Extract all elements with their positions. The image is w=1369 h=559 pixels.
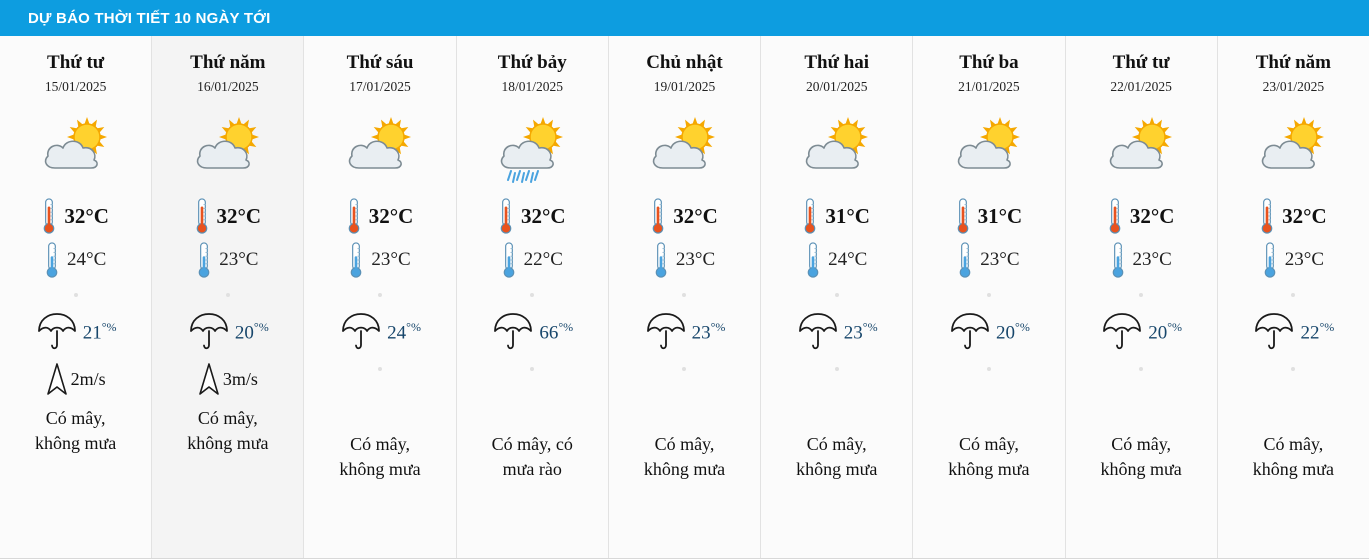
- thermometer-hot-icon: [42, 197, 56, 235]
- rain-probability-unit: °%: [253, 319, 269, 334]
- sun-behind-cloud-icon: [946, 113, 1032, 185]
- wind-row-empty: [1218, 382, 1369, 428]
- day-description: [609, 432, 760, 482]
- day-date: 15/01/2025: [44, 79, 107, 94]
- high-temperature-value: 32°C: [64, 203, 109, 228]
- weather-condition-icon: [152, 106, 303, 192]
- thermometer-cold-icon: [197, 241, 211, 279]
- forecast-days-strip: [0, 36, 1369, 559]
- umbrella-icon: [1252, 311, 1296, 353]
- day-description-line: không mưa: [796, 459, 878, 479]
- day-description-line: không mưa: [948, 459, 1030, 479]
- separator-dot: [609, 356, 760, 382]
- thermometer-cold-icon: [1111, 241, 1125, 279]
- low-temperature-value: 23°C: [1284, 249, 1324, 270]
- thermometer-cold-icon: [45, 241, 59, 279]
- day-name: Thứ năm: [1255, 52, 1331, 73]
- day-description-line: không mưa: [187, 433, 269, 453]
- day-name: Thứ năm: [190, 52, 266, 73]
- weather-condition-icon: [913, 106, 1064, 192]
- wind-arrow-icon: [46, 361, 68, 397]
- day-description-line: không mưa: [643, 459, 726, 479]
- separator-dot: [913, 282, 1064, 308]
- day-date: 22/01/2025: [1110, 79, 1172, 94]
- separator-dot: [304, 356, 455, 382]
- rain-probability-unit: °%: [558, 319, 574, 334]
- thermometer-hot-icon: [651, 197, 665, 235]
- wind-row-empty: [1066, 382, 1217, 428]
- rain-probability-row: [609, 308, 760, 356]
- rain-probability-value: 23°%: [843, 319, 878, 344]
- thermometer-hot-icon: [499, 197, 513, 235]
- separator-dot: [0, 282, 151, 308]
- separator-dot: [304, 282, 455, 308]
- day-description: [304, 432, 455, 482]
- day-date: 20/01/2025: [805, 79, 868, 94]
- separator-dot: [457, 356, 608, 382]
- forecast-day-column[interactable]: [761, 36, 913, 558]
- day-description-line: Có mây,: [806, 434, 867, 454]
- widget-header: [0, 0, 1369, 36]
- day-name: Thứ bảy: [497, 52, 567, 73]
- wind-row-empty: [913, 382, 1064, 428]
- weather-condition-icon: [304, 106, 455, 192]
- sun-behind-cloud-icon: [185, 113, 271, 185]
- day-name: Chủ nhật: [646, 52, 723, 73]
- separator-dot: [1066, 356, 1217, 382]
- separator-dot: [1066, 282, 1217, 308]
- thermometer-hot-icon: [803, 197, 817, 235]
- wind-speed-value: 2m/s: [70, 368, 106, 389]
- weather-condition-icon: [1218, 106, 1369, 192]
- umbrella-icon: [187, 311, 231, 353]
- rain-probability-value: 21°%: [82, 319, 117, 344]
- forecast-day-column[interactable]: [609, 36, 761, 558]
- wind-row-empty: [761, 382, 912, 428]
- low-temperature-row: [609, 238, 760, 282]
- sun-behind-rain-cloud-icon: [489, 113, 575, 185]
- day-description: [913, 432, 1064, 482]
- rain-probability-row: [1218, 308, 1369, 356]
- thermometer-cold-icon: [1263, 241, 1277, 279]
- low-temperature-row: [1066, 238, 1217, 282]
- weather-condition-icon: [0, 106, 151, 192]
- umbrella-icon: [644, 311, 688, 353]
- high-temperature-value: 32°C: [520, 203, 566, 228]
- separator-dot: [913, 356, 1064, 382]
- day-name: Thứ hai: [804, 52, 870, 73]
- day-description-line: không mưa: [339, 459, 421, 479]
- thermometer-cold-icon: [349, 241, 363, 279]
- low-temperature-row: [913, 238, 1064, 282]
- day-description-line: Có mây,: [350, 434, 410, 454]
- sun-behind-cloud-icon: [1250, 113, 1336, 185]
- day-description-line: Có mây,: [45, 408, 106, 428]
- wind-row-empty: [304, 382, 455, 428]
- day-description-line: Có mây,: [959, 434, 1019, 454]
- rain-probability-unit: °%: [862, 319, 878, 334]
- thermometer-hot-icon: [195, 197, 209, 235]
- high-temperature-row: [1066, 194, 1217, 238]
- umbrella-icon: [339, 311, 383, 353]
- day-name: Thứ tư: [1112, 52, 1170, 73]
- high-temperature-row: [304, 194, 455, 238]
- thermometer-hot-icon: [956, 197, 970, 235]
- day-description-line: không mưa: [1252, 459, 1334, 479]
- rain-probability-row: [304, 308, 455, 356]
- rain-probability-unit: °%: [406, 319, 421, 334]
- thermometer-cold-icon: [958, 241, 972, 279]
- low-temperature-row: [152, 238, 303, 282]
- thermometer-cold-icon: [806, 241, 820, 279]
- rain-probability-unit: °%: [710, 319, 726, 334]
- day-description-line: Có mây,: [197, 408, 258, 428]
- rain-probability-value: 20°%: [1148, 319, 1183, 344]
- rain-probability-row: [1066, 308, 1217, 356]
- rain-probability-row: [761, 308, 912, 356]
- rain-probability-unit: °%: [1167, 319, 1183, 334]
- low-temperature-value: 22°C: [523, 249, 563, 270]
- high-temperature-row: [457, 194, 608, 238]
- rain-probability-row: [0, 308, 151, 356]
- rain-probability-row: [457, 308, 608, 356]
- umbrella-icon: [1100, 311, 1144, 353]
- separator-dot: [1218, 282, 1369, 308]
- high-temperature-row: [0, 194, 151, 238]
- forecast-day-column[interactable]: [1218, 36, 1369, 558]
- day-date: 16/01/2025: [197, 79, 259, 94]
- forecast-day-column[interactable]: [152, 36, 304, 558]
- sun-behind-cloud-icon: [794, 113, 880, 185]
- weather-condition-icon: [609, 106, 760, 192]
- low-temperature-value: 24°C: [828, 249, 868, 270]
- forecast-day-column[interactable]: [0, 36, 152, 558]
- day-description: [457, 432, 608, 482]
- rain-probability-value: 66°%: [539, 319, 574, 344]
- day-description-line: Có mây,: [654, 434, 715, 454]
- high-temperature-row: [1218, 194, 1369, 238]
- day-date: 23/01/2025: [1262, 79, 1325, 94]
- low-temperature-row: [304, 238, 455, 282]
- wind-row-empty: [457, 382, 608, 428]
- separator-dot: [152, 282, 303, 308]
- high-temperature-value: 32°C: [216, 203, 262, 228]
- separator-dot: [761, 282, 912, 308]
- day-description: [0, 406, 151, 456]
- rain-probability-unit: °%: [101, 319, 117, 334]
- umbrella-icon: [796, 311, 840, 353]
- rain-probability-value: 20°%: [234, 319, 269, 344]
- wind-row: [0, 356, 151, 402]
- day-date: 17/01/2025: [349, 79, 411, 94]
- low-temperature-value: 23°C: [980, 249, 1020, 270]
- rain-probability-value: 22°%: [1300, 319, 1335, 344]
- high-temperature-value: 32°C: [1129, 203, 1175, 228]
- separator-dot: [761, 356, 912, 382]
- sun-behind-cloud-icon: [337, 113, 423, 185]
- day-description: [152, 406, 303, 456]
- thermometer-cold-icon: [654, 241, 668, 279]
- high-temperature-row: [152, 194, 303, 238]
- forecast-day-column[interactable]: [457, 36, 609, 558]
- separator-dot: [1218, 356, 1369, 382]
- weather-condition-icon: [457, 106, 608, 192]
- day-description-line: Có mây,: [1263, 434, 1324, 454]
- day-description-line: mưa rào: [502, 459, 562, 479]
- rain-probability-value: 20°%: [996, 319, 1030, 344]
- wind-row-empty: [609, 382, 760, 428]
- low-temperature-value: 23°C: [1132, 249, 1172, 270]
- forecast-day-column[interactable]: [304, 36, 456, 558]
- day-description: [1066, 432, 1217, 482]
- wind-speed-value: 3m/s: [222, 368, 258, 389]
- umbrella-icon: [35, 311, 79, 353]
- day-description-line: Có mây, có: [491, 434, 573, 454]
- forecast-day-column[interactable]: [913, 36, 1065, 558]
- high-temperature-value: 32°C: [368, 203, 414, 228]
- wind-row: [152, 356, 303, 402]
- day-name: Thứ sáu: [346, 52, 414, 73]
- rain-probability-row: [152, 308, 303, 356]
- rain-probability-row: [913, 308, 1064, 356]
- low-temperature-value: 23°C: [219, 249, 259, 270]
- low-temperature-value: 23°C: [371, 249, 411, 270]
- rain-probability-value: 23°%: [691, 319, 726, 344]
- high-temperature-value: 31°C: [977, 203, 1023, 228]
- day-name: Thứ ba: [959, 52, 1019, 73]
- high-temperature-value: 32°C: [673, 203, 718, 228]
- low-temperature-value: 23°C: [675, 249, 716, 270]
- thermometer-hot-icon: [1108, 197, 1122, 235]
- low-temperature-row: [0, 238, 151, 282]
- high-temperature-row: [609, 194, 760, 238]
- separator-dot: [609, 282, 760, 308]
- sun-behind-cloud-icon: [1098, 113, 1184, 185]
- day-date: 21/01/2025: [958, 79, 1020, 94]
- day-description: [1218, 432, 1369, 482]
- day-description-line: không mưa: [1100, 459, 1182, 479]
- low-temperature-row: [761, 238, 912, 282]
- separator-dot: [457, 282, 608, 308]
- forecast-day-column[interactable]: [1066, 36, 1218, 558]
- low-temperature-row: [457, 238, 608, 282]
- high-temperature-row: [761, 194, 912, 238]
- low-temperature-row: [1218, 238, 1369, 282]
- umbrella-icon: [948, 311, 992, 353]
- day-date: 19/01/2025: [653, 79, 716, 94]
- day-description-line: không mưa: [34, 433, 117, 453]
- low-temperature-value: 24°C: [66, 249, 107, 270]
- umbrella-icon: [491, 311, 535, 353]
- day-date: 18/01/2025: [501, 79, 564, 94]
- rain-probability-unit: °%: [1015, 319, 1030, 334]
- rain-probability-value: 24°%: [387, 319, 421, 344]
- high-temperature-value: 31°C: [825, 203, 870, 228]
- thermometer-hot-icon: [1260, 197, 1274, 235]
- rain-probability-unit: °%: [1319, 319, 1335, 334]
- high-temperature-value: 32°C: [1282, 203, 1327, 228]
- thermometer-cold-icon: [502, 241, 516, 279]
- sun-behind-cloud-icon: [641, 113, 727, 185]
- high-temperature-row: [913, 194, 1064, 238]
- sun-behind-cloud-icon: [33, 113, 119, 185]
- page-title: DỰ BÁO THỜI TIẾT 10 NGÀY TỚI: [28, 9, 271, 27]
- thermometer-hot-icon: [347, 197, 361, 235]
- day-description: [761, 432, 912, 482]
- weather-condition-icon: [1066, 106, 1217, 192]
- weather-condition-icon: [761, 106, 912, 192]
- day-name: Thứ tư: [47, 52, 105, 73]
- day-description-line: Có mây,: [1111, 434, 1172, 454]
- wind-arrow-icon: [198, 361, 220, 397]
